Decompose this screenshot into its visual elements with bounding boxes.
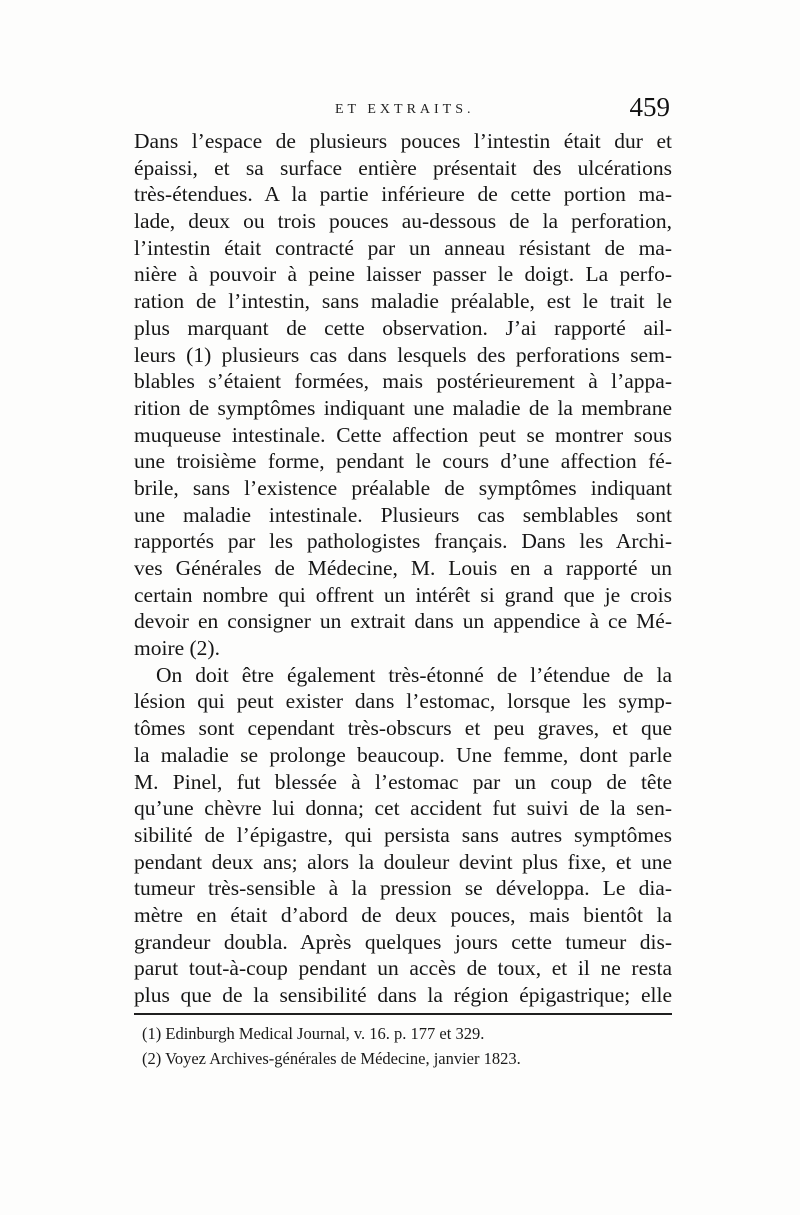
text-line: leurs (1) plusieurs cas dans lesquels des perforations sem- [134, 342, 672, 367]
text-line: une maladie intestinale. Plusieurs cas semblables sont [134, 502, 672, 527]
text-line: Dans l’espace de plusieurs pouces l’intestin était dur et [134, 129, 672, 153]
footnotes [142, 1021, 672, 1071]
page-number: 459 [629, 92, 670, 122]
text-line: rapportés par les pathologistes français. Dans les Archi- [134, 529, 672, 554]
text-line: une troisième forme, pendant le cours d’une affection fé- [134, 449, 672, 474]
text-line: plus que de la sensibilité dans la région épigastrique; elle [134, 983, 672, 1007]
text-line: moire (2). [134, 636, 220, 661]
text-line: nière à pouvoir à peine laisser passer le doigt. La perfo- [134, 262, 672, 287]
text-line: plus marquant de cette observation. J’ai rapporté ail- [134, 315, 672, 340]
text-line: l’intestin était contracté par un anneau résistant de ma- [134, 235, 672, 260]
text-line: certain nombre qui offrent un intérêt si grand que je crois [134, 582, 672, 607]
text-line: lésion qui peut exister dans l’estomac, lorsque les symp- [134, 689, 672, 714]
running-title: ET EXTRAITS. [335, 102, 475, 117]
text-line: lade, deux ou trois pouces au-dessous de la perforation, [134, 209, 672, 234]
text-line: brile, sans l’existence préalable de symptômes indiquant [134, 475, 672, 500]
text-line: tumeur très-sensible à la pression se développa. Le dia- [134, 876, 672, 901]
text-line: mètre en était d’abord de deux pouces, mais bientôt la [134, 902, 672, 927]
text-line: On doit être également très-étonné de l’étendue de la [156, 662, 672, 687]
body-text [134, 128, 672, 1009]
text-line: ration de l’intestin, sans maladie préalable, est le trait le [134, 289, 672, 314]
text-line: tômes sont cependant très-obscurs et peu graves, et que [134, 716, 672, 741]
text-line: rition de symptômes indiquant une maladie de la membrane [134, 395, 672, 420]
text-line: M. Pinel, fut blessée à l’estomac par un coup de tête [134, 769, 672, 794]
text-line: parut tout-à-coup pendant un accès de toux, et il ne resta [134, 956, 672, 981]
text-line: épaissi, et sa surface entière présentait des ulcérations [134, 155, 672, 180]
text-line: qu’une chèvre lui donna; cet accident fut suivi de la sen- [134, 796, 672, 821]
text-line: pendant deux ans; alors la douleur devint plus fixe, et une [134, 849, 672, 874]
text-line: muqueuse intestinale. Cette affection peut se montrer sous [134, 422, 672, 447]
text-line: ves Générales de Médecine, M. Louis en a rapporté un [134, 556, 672, 580]
running-head [135, 92, 670, 128]
text-line: devoir en consigner un extrait dans un appendice à ce Mé- [134, 609, 672, 634]
text-line: très-étendues. A la partie inférieure de cette portion ma- [134, 182, 672, 207]
text-line: grandeur doubla. Après quelques jours cette tumeur dis- [134, 929, 672, 954]
text-line: blables s’étaient formées, mais postérieurement à l’appa- [134, 369, 672, 394]
footnote: (2) Voyez Archives-générales de Médecine, janvier 1823. [142, 1049, 521, 1068]
footnote: (1) Edinburgh Medical Journal, v. 16. p. 177 et 329. [142, 1024, 485, 1043]
text-line: la maladie se prolonge beaucoup. Une femme, dont parle [134, 742, 672, 767]
text-line: sibilité de l’épigastre, qui persista sans autres symptômes [134, 822, 672, 847]
footnote-divider [134, 1013, 672, 1015]
